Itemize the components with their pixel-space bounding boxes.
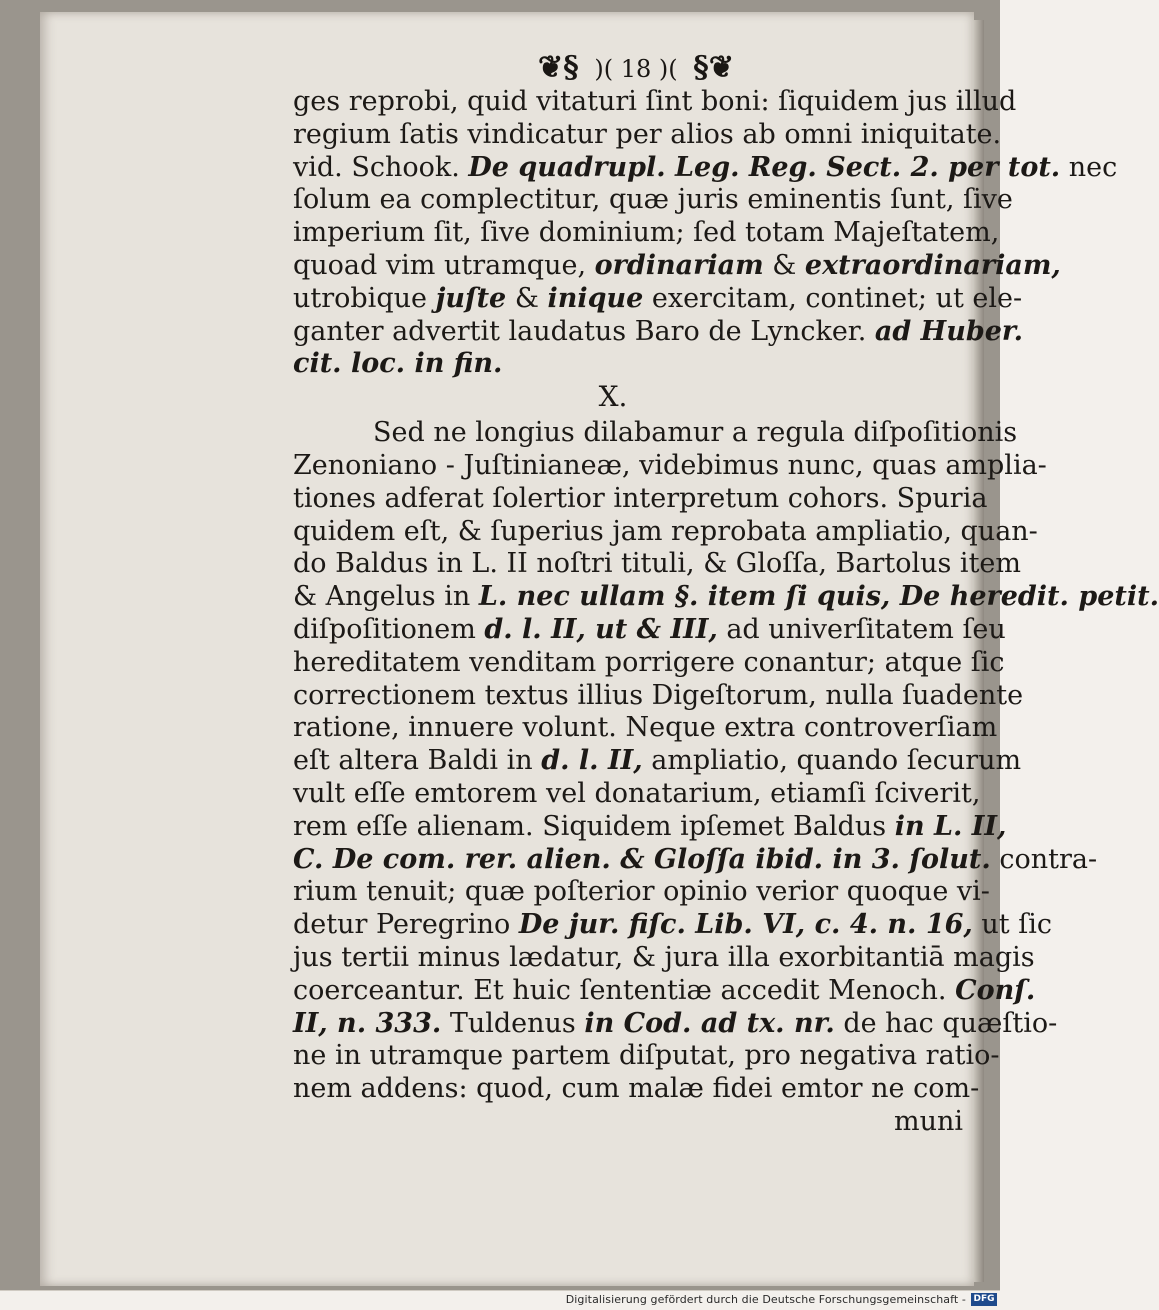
text-line [293, 348, 963, 381]
text-line [293, 679, 1024, 713]
text-run: ganter advertit laudatus Baro de Lyncker. [293, 315, 875, 347]
text-line [293, 613, 1006, 647]
citation-run: De jur. fiſc. Lib. VI, c. 4. n. 16, [518, 909, 973, 941]
text-run: nem addens: quod, cum malæ fidei emtor ne com- [293, 1073, 980, 1105]
page-body [293, 86, 1159, 1139]
text-run: & [506, 282, 548, 314]
text-run: ne in utramque partem diſputat, pro negativa ratio- [293, 1040, 1000, 1072]
citation-run: in Cod. ad tx. nr. [584, 1007, 835, 1039]
text-line [293, 184, 1013, 217]
text-run: contra- [990, 843, 1098, 875]
text-run: regium ſatis vindicatur per alios ab omni iniquitate. [293, 118, 1002, 150]
text-line [293, 1040, 1000, 1073]
text-run: ſolum ea complectitur, quæ juris eminentis ſunt, ſive [293, 184, 1013, 216]
text-run: Tuldenus [441, 1007, 585, 1039]
text-line [293, 417, 1018, 450]
text-run: nec [1060, 151, 1118, 183]
text-line [293, 974, 1036, 1008]
text-run: de hac quæſtio- [834, 1007, 1058, 1039]
text-run: ges reprobi, quid vitaturi ſint boni: ſiquidem jus illud [293, 86, 1017, 117]
page-header [538, 50, 734, 86]
text-run: vid. Schook. [293, 151, 469, 183]
citation-run: juſte [435, 282, 507, 314]
footer-credit: Digitalisierung gefördert durch die Deutsche Forschungsgemeinschaft - [565, 1293, 966, 1306]
text-run: eſt altera Baldi in [293, 745, 542, 777]
text-run: ut ſic [972, 909, 1052, 941]
dfg-logo: DFG [971, 1293, 997, 1306]
text-run: Sed ne longius dilabamur a regula diſpoſitionis [373, 417, 1018, 449]
text-line [293, 909, 1052, 942]
text-run: coerceantur. Et huic ſententiæ accedit Menoch. [293, 974, 956, 1006]
text-line [293, 282, 1023, 316]
text-line [293, 777, 981, 811]
text-run: imperium ſit, ſive dominium; ſed totam Majeſtatem, [293, 217, 1000, 249]
header-right-ornament: §❦ [693, 50, 734, 85]
footer-bar [0, 1290, 1000, 1310]
page-number: )( 18 )( [594, 55, 678, 83]
citation-run: d. l. II, [541, 745, 643, 777]
text-line [293, 1073, 980, 1106]
text-run: detur Peregrino [293, 909, 519, 941]
text-line [293, 249, 1061, 283]
text-run: & Angelus in [293, 581, 479, 613]
citation-run: d. l. II, ut & III, [484, 613, 718, 645]
citation-run: L. nec ullam §. item ſi quis, De heredit. petit. [478, 581, 1159, 613]
citation-run: ad Huber. [874, 315, 1024, 347]
text-line [293, 151, 1118, 185]
text-line [293, 843, 1098, 877]
citation-run: extraordinariam, [804, 249, 1061, 281]
text-run: jus tertii minus lædatur, & jura illa exorbitantiā magis [293, 941, 1035, 973]
text-line [293, 745, 1022, 778]
text-line [293, 217, 1000, 250]
text-run: ad univerſitatem ſeu [717, 613, 1006, 645]
text-line [293, 449, 1047, 483]
citation-run: C. De com. rer. alien. & Gloſſa ibid. in 3. ſolut. [293, 843, 991, 875]
text-run: diſpoſitionem [293, 613, 485, 645]
text-run: do Baldus in L. II noſtri tituli, & Gloſſa, Bartolus item [293, 548, 1021, 580]
text-line [293, 941, 1035, 975]
text-run: quoad vim utramque, [293, 249, 595, 281]
text-run: ratione, innuere volunt. Neque extra controverſiam [293, 712, 998, 744]
text-run: Zenoniano - Juſtinianeæ, videbimus nunc, quas amplia- [293, 449, 1047, 481]
text-line [293, 548, 1021, 581]
section-heading: X. [598, 380, 628, 414]
citation-run: cit. loc. in fin. [293, 348, 503, 380]
text-run: utrobique [293, 282, 436, 314]
text-run: correctionem textus illius Digeſtorum, nulla ſuadente [293, 679, 1024, 711]
citation-run: ordinariam [594, 249, 764, 281]
text-run: exercitam, continet; ut ele- [643, 282, 1023, 314]
text-line [293, 86, 1017, 119]
text-line [293, 810, 1007, 844]
catchword: muni [893, 1105, 963, 1137]
citation-run: in L. II, [894, 810, 1007, 842]
text-line [293, 515, 1038, 549]
text-run: rem eſſe alienam. Siquidem ipſemet Baldus [293, 810, 895, 842]
text-run: quidem eſt, & ſuperius jam reprobata ampliatio, quan- [293, 515, 1038, 547]
paragraph-section-x [293, 417, 1159, 1106]
text-run: tiones adferat ſolertior interpretum cohors. Spuria [293, 482, 988, 514]
text-line [293, 482, 988, 516]
text-line [293, 1007, 1058, 1041]
text-line [293, 315, 1024, 349]
text-line [293, 118, 1002, 152]
text-line [293, 876, 990, 909]
citation-run: Conſ. [955, 974, 1036, 1006]
text-line [293, 646, 1005, 680]
text-run: & [763, 249, 805, 281]
text-line [293, 712, 998, 745]
text-run: vult eſſe emtorem vel donatarium, etiamſi ſciverit, [293, 777, 981, 809]
text-line [293, 581, 1159, 614]
citation-run: De quadrupl. Leg. Reg. Sect. 2. per tot. [468, 151, 1061, 183]
text-run: rium tenuit; quæ poſterior opinio verior quoque vi- [293, 876, 990, 908]
text-run: hereditatem venditam porrigere conantur; atque ſic [293, 646, 1005, 678]
header-left-ornament: ❦§ [538, 50, 579, 85]
citation-run: inique [547, 282, 644, 314]
citation-run: II, n. 333. [293, 1007, 442, 1039]
paragraph-continuation [293, 86, 1118, 381]
text-run: ampliatio, quando ſecurum [642, 745, 1022, 777]
